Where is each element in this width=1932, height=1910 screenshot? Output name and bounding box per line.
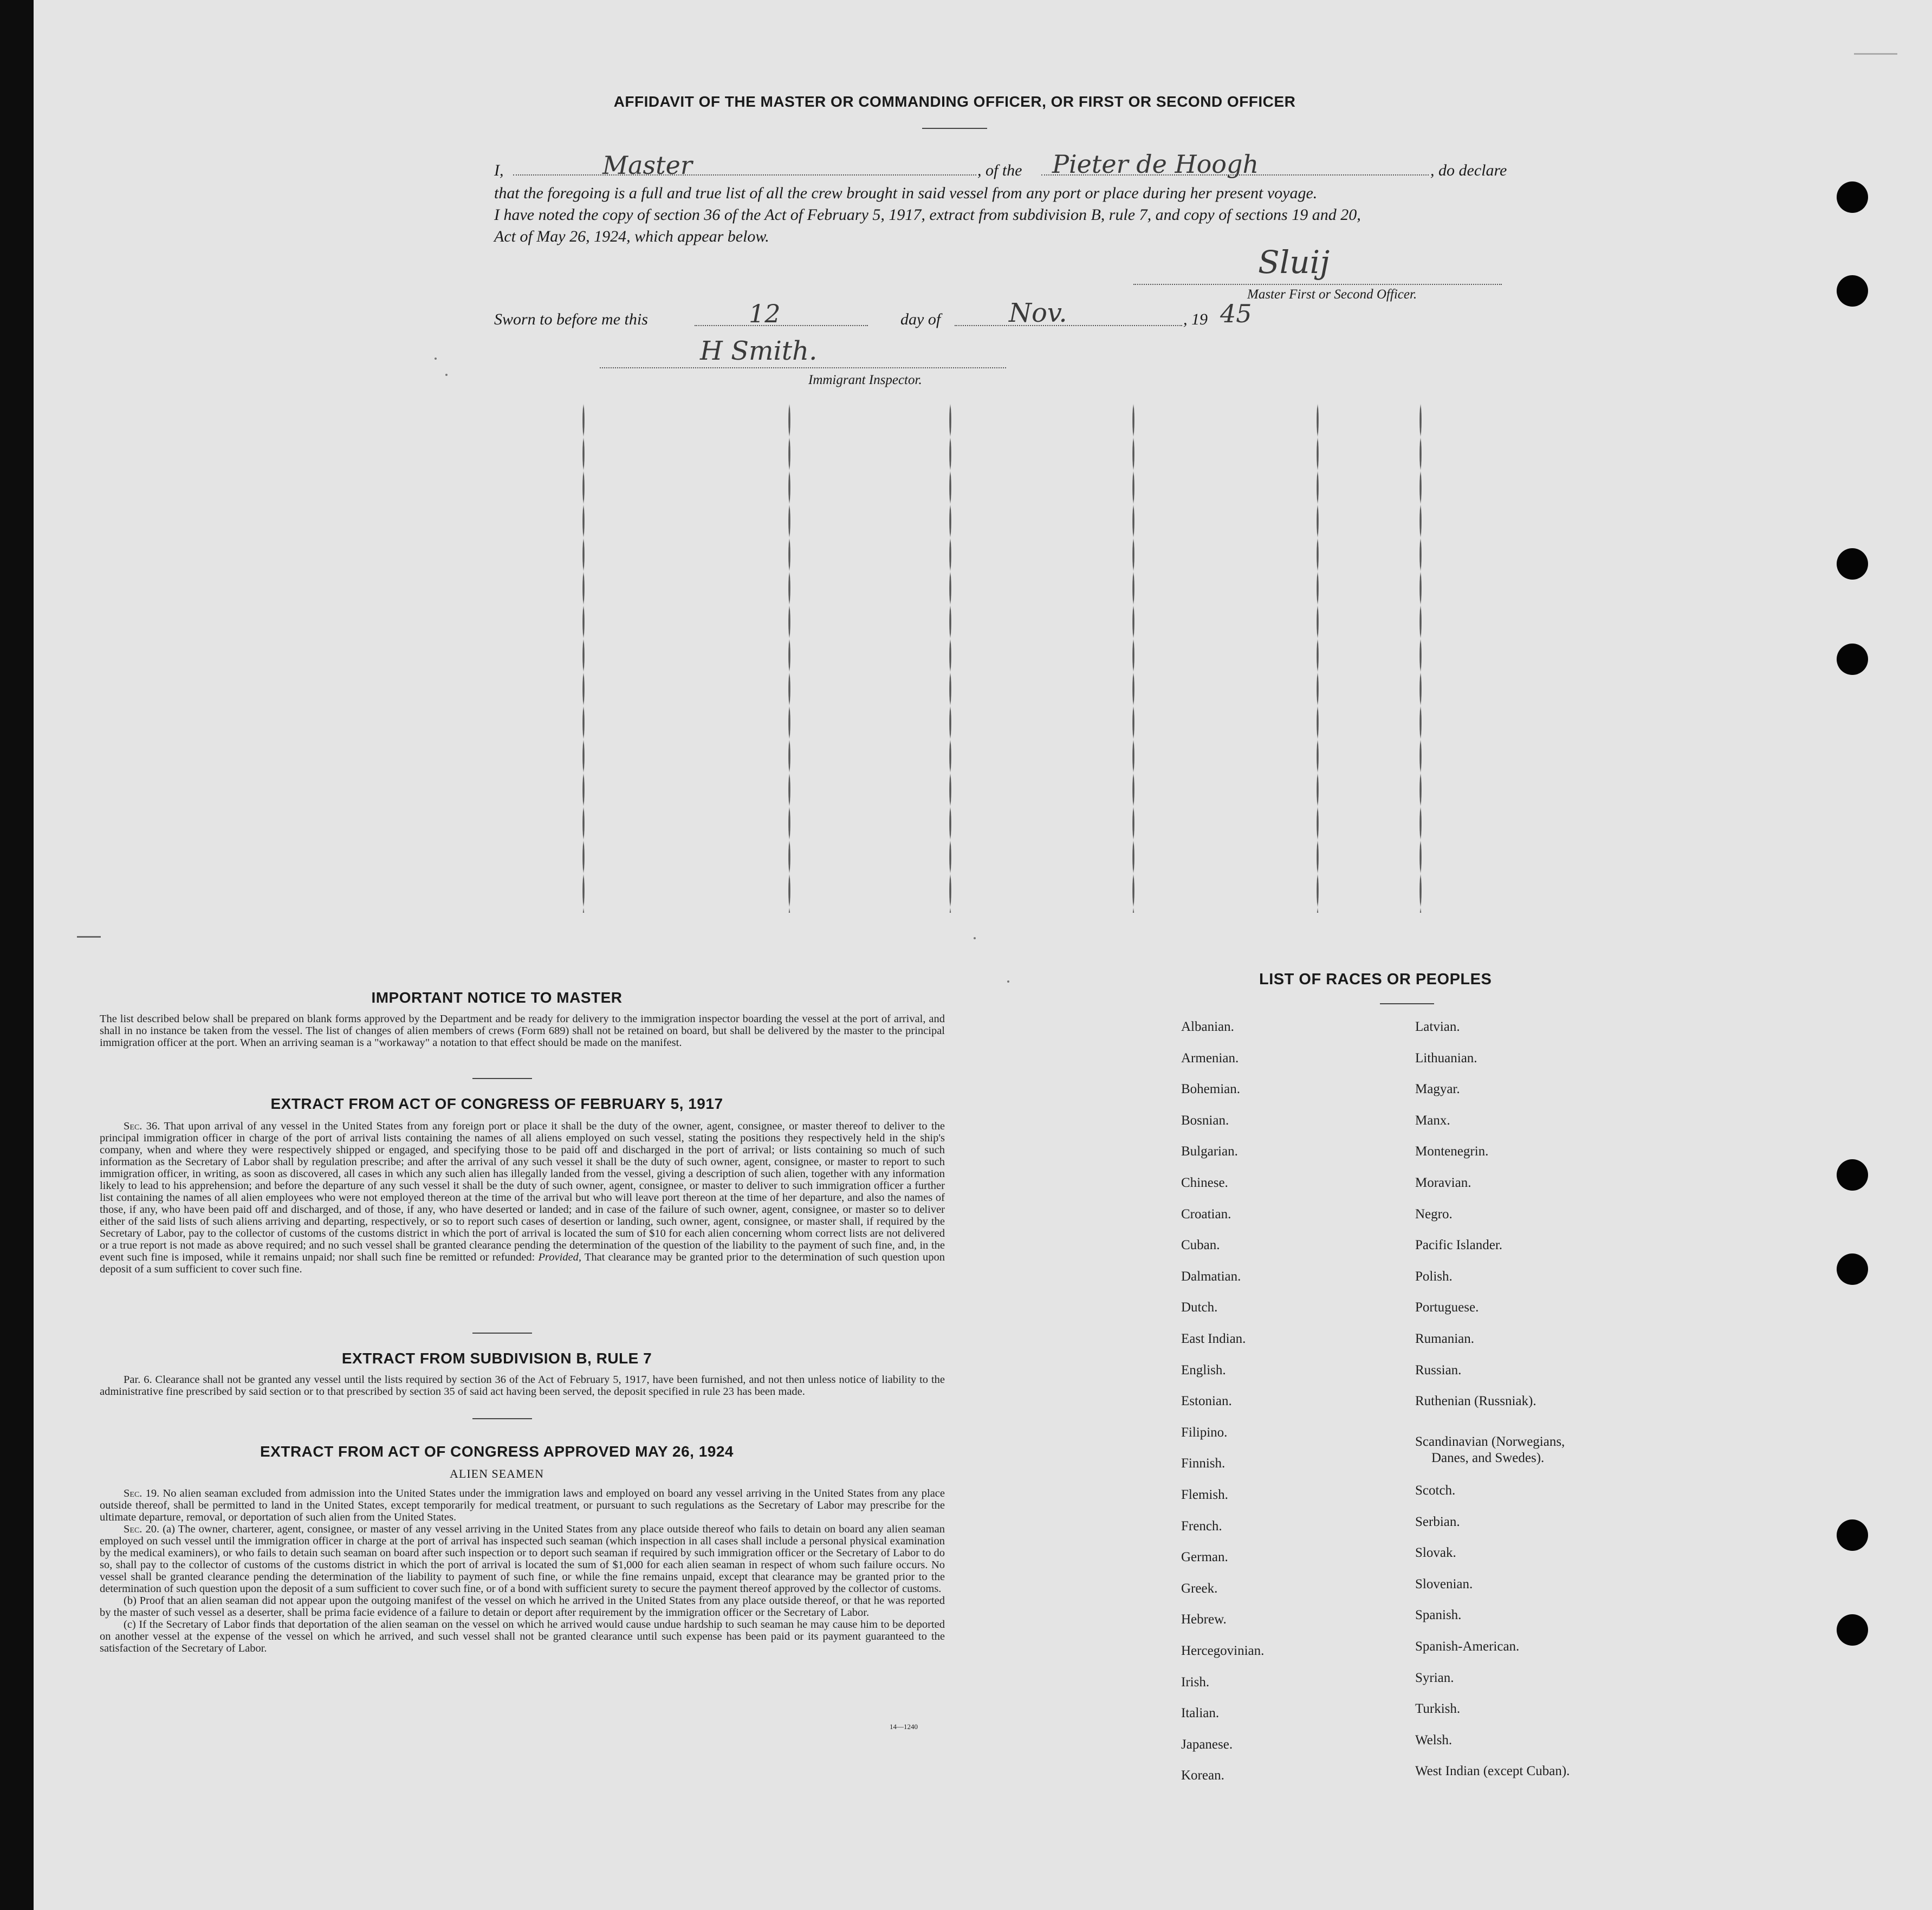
race-item: Armenian.: [1181, 1050, 1239, 1066]
race-item: Turkish.: [1415, 1701, 1461, 1717]
affidavit-line-4: Act of May 26, 1924, which appear below.: [494, 228, 769, 245]
speck: [445, 374, 448, 376]
sec-20a-body: (a) The owner, charterer, agent, consignee, or master of any vessel arriving in the United States from any place outside thereof who fails to detain on board any alien seaman employed on such vessel until the immigration officer in charge at the port of arrival has inspected such seaman (which inspection in all cases shall include a personal physical examination by the medical examiners), or who fails to detain such seaman on board after such inspection or to deport such seaman if required by such immigration officer or the Secretary of Labor to do so, shall pay to the collector of customs of the customs district in which the port of arrival is located the sum of $1,000 for each alien seaman in respect of whom such failure occurs. No vessel shall be granted clearance pending the determination of the liability to payment of such fine, or while the fine remains unpaid, except that clearance may be granted prior to the determination of such question upon the deposit of a sum sufficient to cover such fine, or of a bond with sufficient surety to secure the payment thereof approved by the collector of customs.: [100, 1523, 945, 1595]
inspector-signature: H Smith.: [700, 336, 818, 366]
month-line: [955, 325, 1182, 326]
race-item: Manx.: [1415, 1113, 1450, 1128]
race-item: East Indian.: [1181, 1331, 1246, 1346]
race-item: Italian.: [1181, 1706, 1220, 1721]
day-value: 12: [749, 299, 781, 328]
race-item: Pacific Islander.: [1415, 1238, 1503, 1253]
guide-dots-col-4: [1132, 404, 1134, 913]
form-number: 14—1240: [890, 1723, 918, 1731]
race-item-continuation: Danes, and Swedes).: [1431, 1451, 1545, 1465]
binder-hole: [1837, 275, 1868, 307]
race-item: Spanish-American.: [1415, 1639, 1520, 1654]
races-title: LIST OF RACES OR PEOPLES: [1259, 971, 1492, 988]
binder-hole: [1837, 1614, 1868, 1646]
name-line: [513, 174, 976, 176]
affidavit-line-2: that the foregoing is a full and true list of all the crew brought in said vessel from any port or place during her present voyage.: [494, 184, 1318, 202]
race-item: Bosnian.: [1181, 1113, 1229, 1128]
race-item: Lithuanian.: [1415, 1050, 1477, 1066]
extract-1924-title: EXTRACT FROM ACT OF CONGRESS APPROVED MAY 26, 1924: [260, 1443, 734, 1460]
sec-19: [100, 1487, 945, 1523]
binder-hole: [1837, 1519, 1868, 1551]
race-item: Estonian.: [1181, 1394, 1232, 1409]
binder-hole: [1837, 644, 1868, 675]
guide-dots-col-1: [582, 404, 585, 913]
master-signature: Sluij: [1258, 244, 1330, 281]
race-item: French.: [1181, 1518, 1222, 1534]
sec-20-label: Sec. 20.: [124, 1523, 160, 1535]
race-item: Scotch.: [1415, 1483, 1456, 1498]
race-item: English.: [1181, 1362, 1226, 1378]
race-item: Rumanian.: [1415, 1331, 1475, 1346]
race-item: Welsh.: [1415, 1732, 1453, 1747]
speck: [974, 937, 976, 939]
margin-mark: [77, 936, 101, 938]
rule7-text: Par. 6. Clearance shall not be granted any vessel until the lists required by section 36 of the Act of February 5, 1917, have been furnished, and not then unless notice of liability to the administrative fine prescribed by said section or to that prescribed by section 35 of said act having been served, the deposit specified in rule 23 has been made.: [100, 1374, 945, 1398]
year-value: 45: [1220, 299, 1252, 328]
race-item: Albanian.: [1181, 1019, 1234, 1034]
guide-dots-col-6: [1419, 404, 1422, 913]
race-item: Montenegrin.: [1415, 1144, 1489, 1159]
sec-20a: [100, 1523, 945, 1595]
master-name-value: Master: [602, 151, 692, 180]
day-line: [695, 325, 868, 326]
race-item: West Indian (except Cuban).: [1415, 1764, 1570, 1779]
race-item: Irish.: [1181, 1674, 1210, 1690]
sec-36-end: That clearance may be granted prior to the determination of such question upon deposit of a sum sufficient to cover such fine.: [100, 1251, 945, 1275]
do-declare-label: , do declare: [1430, 161, 1507, 179]
divider: [472, 1333, 532, 1334]
guide-dots-col-3: [949, 404, 951, 913]
race-item: Negro.: [1415, 1206, 1453, 1222]
notice-text: The list described below shall be prepared on blank forms approved by the Department and be ready for delivery to the immigration inspector boarding the vessel at the port of arrival, and shall in no instance be taken from the vessel. The list of changes of alien members of crews (Form 689) shall not be retained on board, but shall be delivered by the master to the principal immigration officer at the port. When an arriving seaman is a "workaway" a notation to that effect should be made on the manifest.: [100, 1013, 945, 1049]
race-item: Filipino.: [1181, 1425, 1228, 1440]
binder-hole: [1837, 1159, 1868, 1191]
race-item: Bohemian.: [1181, 1082, 1241, 1097]
race-item: Finnish.: [1181, 1456, 1226, 1471]
sec-19-label: Sec. 19.: [124, 1487, 160, 1499]
document-page: [34, 0, 1932, 1910]
race-item: Magyar.: [1415, 1082, 1460, 1097]
race-item: Japanese.: [1181, 1737, 1233, 1752]
inspector-line: [600, 367, 1006, 368]
race-item: Dalmatian.: [1181, 1269, 1241, 1284]
race-item: Scandinavian (Norwegians,: [1415, 1434, 1565, 1449]
race-item: Spanish.: [1415, 1608, 1462, 1623]
notice-title: IMPORTANT NOTICE TO MASTER: [371, 989, 623, 1006]
races-title-underline: [1380, 1003, 1434, 1004]
edge-mark: [1854, 53, 1897, 55]
race-item: Serbian.: [1415, 1514, 1460, 1529]
race-item: Portuguese.: [1415, 1300, 1479, 1315]
binder-hole: [1837, 1253, 1868, 1285]
rule7-title: EXTRACT FROM SUBDIVISION B, RULE 7: [341, 1350, 652, 1367]
race-item: Korean.: [1181, 1768, 1224, 1783]
race-item: Russian.: [1415, 1362, 1462, 1378]
affidavit-title: AFFIDAVIT OF THE MASTER OR COMMANDING OFFICER, OR FIRST OR SECOND OFFICER: [613, 93, 1296, 110]
provided-word: Provided,: [538, 1251, 581, 1263]
year-prefix: , 19: [1183, 310, 1208, 328]
speck: [1007, 980, 1009, 983]
edge-mark: [1789, 124, 1838, 125]
sworn-label: Sworn to before me this: [494, 310, 648, 328]
sec-36-label: Sec. 36.: [124, 1120, 160, 1132]
race-item: Bulgarian.: [1181, 1144, 1238, 1159]
divider: [472, 1078, 532, 1079]
race-item: Dutch.: [1181, 1300, 1218, 1315]
race-item: Polish.: [1415, 1269, 1453, 1284]
race-item: Ruthenian (Russniak).: [1415, 1394, 1536, 1409]
inspector-caption: Immigrant Inspector.: [808, 373, 922, 387]
extract-1917-text: [100, 1120, 945, 1275]
sec-20b: (b) Proof that an alien seaman did not appear upon the outgoing manifest of the vessel on which he arrived in the United States from any place outside thereof, or that he was reported by the master of such vessel as a deserter, shall be prima facie evidence of a failure to detain or deport after requirement by the immigration officer or the Secretary of Labor.: [100, 1595, 945, 1619]
race-item: Greek.: [1181, 1581, 1218, 1596]
day-of-label: day of: [900, 310, 941, 328]
race-item: Chinese.: [1181, 1175, 1228, 1190]
extract-1917-title: EXTRACT FROM ACT OF CONGRESS OF FEBRUARY 5, 1917: [270, 1095, 723, 1112]
alien-seamen-subtitle: ALIEN SEAMEN: [450, 1467, 544, 1480]
race-item: Slovenian.: [1415, 1576, 1473, 1591]
title-underline: [922, 128, 987, 129]
binder-hole: [1837, 181, 1868, 213]
guide-dots-col-2: [788, 404, 790, 913]
of-the-label: , of the: [977, 161, 1022, 179]
race-item: German.: [1181, 1550, 1228, 1565]
signature-caption: Master First or Second Officer.: [1247, 287, 1417, 302]
sec-36-body: That upon arrival of any vessel in the United States from any foreign port or place it shall be the duty of the owner, agent, consignee, or master thereof to deliver to the principal immigration officer in charge of the port of arrival lists containing the names of all aliens employed on such vessel, stating the positions they respectively held in the ship's company, when and where they were respectively shipped or engaged, and specifying those to be paid off and discharged in the port of arrival; or lists containing so much of such information as the Secretary of Labor shall by regulation prescribe; and after the arrival of any such vessel it shall be the duty of such owner, agent, consignee, or master to report to such immigration officer, in writing, as soon as discovered, all cases in which any such alien has illegally landed from the vessel, giving a description of such alien, together with any information likely to lead to his apprehension; and before the departure of any such vessel it shall be the duty of such owner, agent, consignee, or master to deliver to such immigration officer a further list containing the names of all alien employees who were not employed thereon at the time of the arrival but who will leave port thereon at the time of her departure, and also the names of those, if any, who have been paid off and discharged, and of those, if any, who have deserted or landed; and in case of the failure of such owner, agent, consignee, or master so to deliver either of the said lists of such aliens arriving and departing, respectively, or so to report such cases of desertion or landing, such owner, agent, consignee, or master shall, if required by the Secretary of Labor, pay to the collector of customs of the customs district in which the port of arrival is located the sum of $10 for each alien concerning whom correct lists are not delivered or a true report is not made as above required; and no such vessel shall be granted clearance pending the determination of the question of the liability to the payment of such fine, and, in the event such fine is imposed, while it remains unpaid; nor shall such fine be remitted or refunded:: [100, 1120, 945, 1263]
extract-1924-text: [100, 1487, 945, 1654]
vessel-name-value: Pieter de Hoogh: [1052, 150, 1259, 179]
guide-dots-col-5: [1317, 404, 1319, 913]
race-item: Moravian.: [1415, 1175, 1471, 1190]
race-item: Latvian.: [1415, 1019, 1460, 1034]
affidavit-line-3: I have noted the copy of section 36 of the Act of February 5, 1917, extract from subdivision B, rule 7, and copy of sections 19 and 20,: [494, 206, 1361, 224]
binder-hole: [1837, 548, 1868, 580]
race-item: Slovak.: [1415, 1545, 1456, 1561]
race-item: Syrian.: [1415, 1670, 1454, 1685]
signature-line: [1133, 284, 1502, 285]
race-item: Hebrew.: [1181, 1612, 1227, 1627]
divider: [472, 1418, 532, 1419]
race-item: Croatian.: [1181, 1206, 1231, 1222]
speck: [435, 358, 437, 360]
race-item: Hercegovinian.: [1181, 1643, 1265, 1658]
affidavit-i-label: I,: [494, 161, 504, 179]
race-item: Cuban.: [1181, 1238, 1220, 1253]
month-value: Nov.: [1009, 298, 1067, 328]
race-item: Flemish.: [1181, 1487, 1228, 1502]
sec-20c: (c) If the Secretary of Labor finds that deportation of the alien seaman on the vessel on which he arrived would cause undue hardship to such seaman he may cause him to be deported on another vessel at the expense of the vessel on which he arrived, and such vessel shall not be granted clearance until such expense has been paid or its payment guaranteed to the satisfaction of the Secretary of Labor.: [100, 1619, 945, 1654]
sec-19-body: No alien seaman excluded from admission into the United States under the immigration laws and employed on board any vessel arriving in the United States from any place outside thereof, shall be permitted to land in the United States, except temporarily for medical treatment, or pursuant to such regulations as the Secretary of Labor may prescribe for the ultimate departure, removal, or deportation of such alien from the United States.: [100, 1487, 945, 1523]
